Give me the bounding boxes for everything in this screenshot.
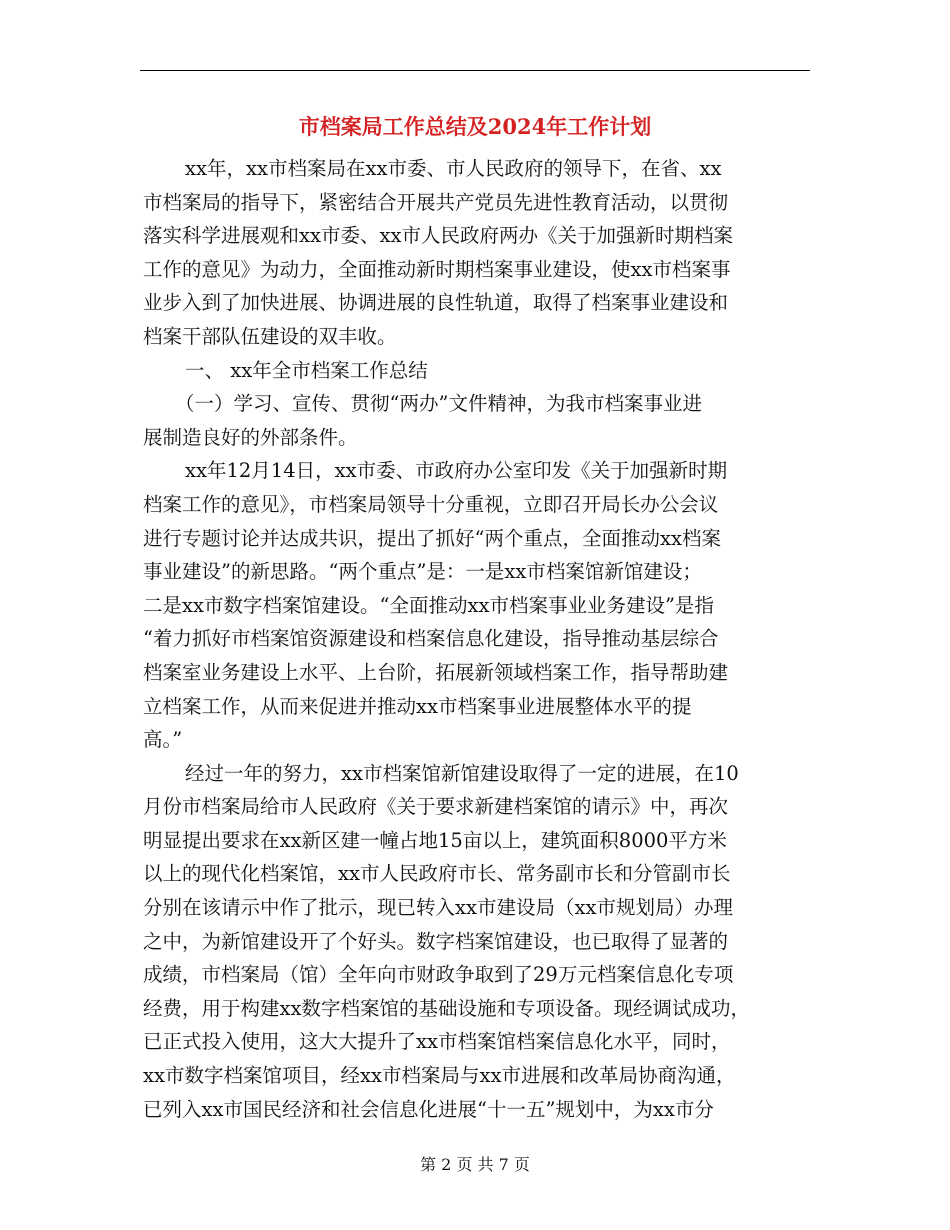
section-heading: 一、 xx年全市档案工作总结 — [185, 358, 428, 382]
paragraph-line: 业步入到了加快进展、协调进展的良性轨道，取得了档案事业建设和 — [143, 291, 729, 315]
page-number-footer: 第 2 页 共 7 页 — [420, 1155, 530, 1174]
paragraph-line: 月份市档案局给市人民政府《关于要求新建档案馆的请示》中，再次 — [143, 795, 729, 819]
paragraph-line: 落实科学进展观和xx市委、xx市人民政府两办《关于加强新时期档案 — [143, 224, 733, 248]
paragraph-line: 立档案工作，从而来促进并推动xx市档案事业进展整体水平的提 — [143, 694, 692, 718]
paragraph-line: xx年，xx市档案局在xx市委、市人民政府的领导下，在省、xx — [185, 157, 722, 180]
paragraph-line: 明显提出要求在xx新区建一幢占地15亩以上，建筑面积8000平方米 — [143, 828, 727, 852]
paragraph-line: 档案干部队伍建设的双丰收。 — [143, 324, 397, 348]
paragraph-line: 分别在该请示中作了批示，现已转入xx市建设局（xx市规划局）办理 — [143, 896, 733, 920]
paragraph-line: 事业建设”的新思路。“两个重点”是：一是xx市档案馆新馆建设； — [143, 560, 702, 584]
paragraph-line: 工作的意见》为动力，全面推动新时期档案事业建设，使xx市档案事 — [143, 257, 731, 281]
header-rule — [140, 70, 810, 71]
subsection-heading: （一）学习、宣传、贯彻“两办”文件精神，为我市档案事业进 — [175, 392, 702, 416]
paragraph-line: 二是xx市数字档案馆建设。“全面推动xx市档案事业业务建设”是指 — [143, 593, 714, 617]
paragraph-line: 以上的现代化档案馆，xx市人民政府市长、常务副市长和分管副市长 — [143, 862, 731, 886]
paragraph-line: 之中，为新馆建设开了个好头。数字档案馆建设，也已取得了显著的 — [143, 929, 729, 953]
paragraph-line: 市档案局的指导下，紧密结合开展共产党员先进性教育活动，以贯彻 — [143, 190, 729, 214]
paragraph-line: 展制造良好的外部条件。 — [143, 425, 358, 449]
paragraph-line: xx年12月14日，xx市委、市政府办公室印发《关于加强新时期 — [185, 459, 728, 483]
paragraph-line: 经费，用于构建xx数字档案馆的基础设施和专项设备。现经调试成功， — [143, 996, 750, 1020]
paragraph-line: 成绩，市档案局（馆）全年向市财政争取到了29万元档案信息化专项 — [143, 963, 734, 987]
paragraph-line: “着力抓好市档案馆资源建设和档案信息化建设，指导推动基层综合 — [143, 627, 719, 651]
paragraph-line: 档案工作的意见》，市档案局领导十分重视，立即召开局长办公会议 — [143, 492, 719, 516]
paragraph-line: 高。” — [143, 728, 183, 752]
document-body — [143, 152, 813, 1126]
document-title: 市档案局工作总结及2024年工作计划 — [298, 114, 652, 139]
paragraph-line: 已列入xx市国民经济和社会信息化进展“十一五”规划中，为xx市分 — [143, 1097, 714, 1121]
paragraph-line: 进行专题讨论并达成共识，提出了抓好“两个重点，全面推动xx档案 — [143, 526, 721, 550]
paragraph-line: 经过一年的努力，xx市档案馆新馆建设取得了一定的进展，在10 — [185, 761, 739, 785]
paragraph-line: 已正式投入使用，这大大提升了xx市档案馆档案信息化水平，同时， — [143, 1030, 731, 1054]
paragraph-line: 档案室业务建设上水平、上台阶，拓展新领域档案工作，指导帮助建 — [143, 660, 729, 684]
paragraph-line: xx市数字档案馆项目，经xx市档案局与xx市进展和改革局协商沟通， — [143, 1064, 736, 1088]
